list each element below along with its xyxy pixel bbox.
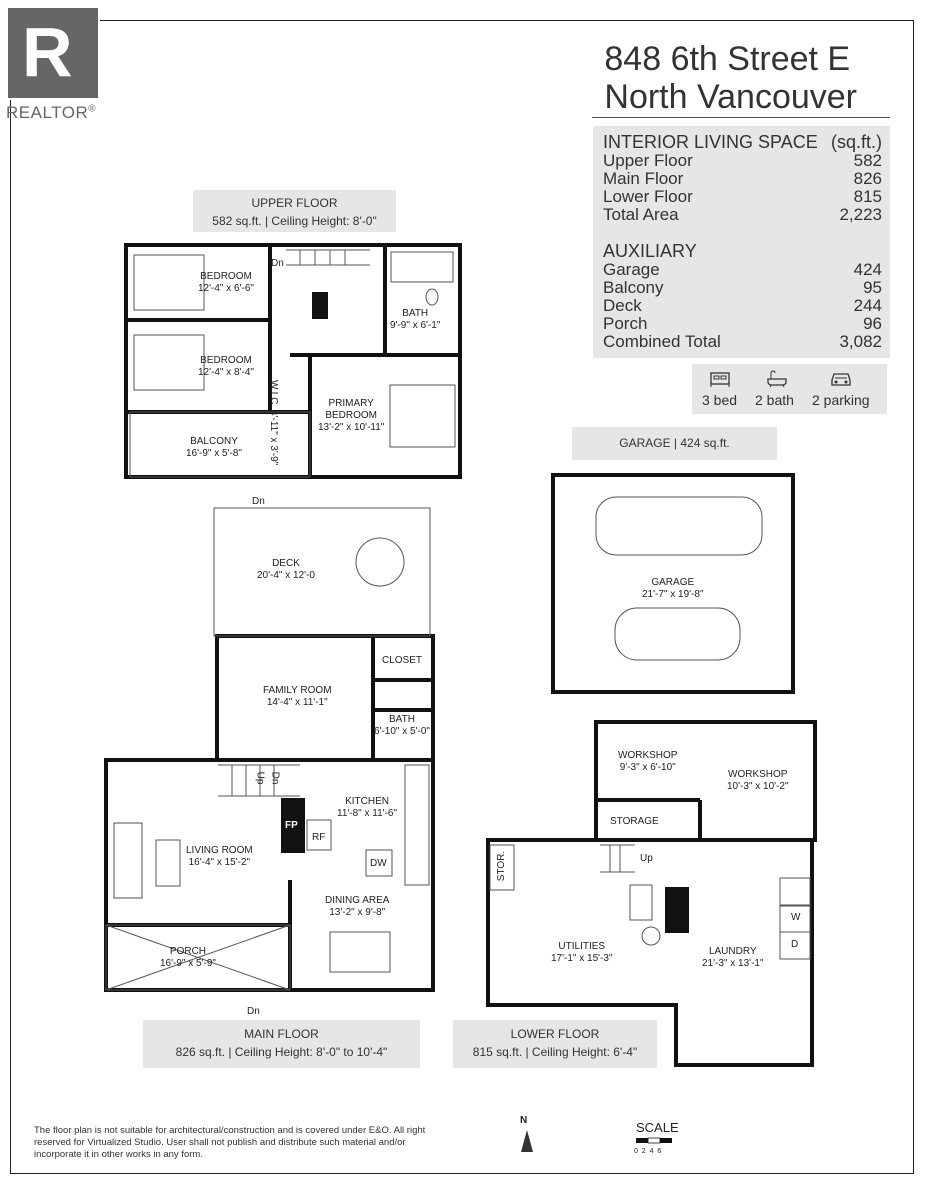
address-line2: North Vancouver — [604, 78, 857, 116]
area-row: Porch 96 — [603, 314, 882, 333]
area-row: Total Area 2,223 — [603, 205, 882, 224]
wic-label: W.I.C. 4'-11" x 3'-9" — [268, 380, 279, 466]
coffee-table-drawing — [156, 840, 180, 886]
family-room-label: FAMILY ROOM 14'-4" x 11'-1" — [263, 685, 332, 708]
car-drawing — [615, 608, 740, 660]
sink-box — [780, 878, 810, 906]
porch-label: PORCH 16'-9" x 5'-9" — [160, 946, 216, 969]
garage-label: GARAGE | 424 sq.ft. — [572, 427, 777, 460]
shower-drawing — [391, 252, 453, 282]
realtor-r-icon: R — [8, 8, 98, 98]
area-row: Combined Total 3,082 — [603, 332, 882, 351]
address-line1: 848 6th Street E — [604, 40, 851, 78]
realtor-logo-text: REALTOR — [6, 103, 89, 122]
dishwasher-label: DW — [370, 858, 387, 869]
upper-bath-label: BATH 9'-9" x 6'-1" — [390, 308, 441, 331]
disclaimer-text: The floor plan is not suitable for architectural/construction and is covered under E&O. All right reserved for Virtualized Studio. User shall not publish and distribute such material and/or incorporate it in other works in any form. — [34, 1125, 426, 1160]
balcony-label: BALCONY 16'-9" x 5'-8" — [186, 436, 242, 459]
area-row: Upper Floor 582 — [603, 151, 882, 170]
upper-stairs — [286, 250, 370, 265]
sofa-drawing — [114, 823, 142, 898]
upper-bedroom1-label: BEDROOM 12'-4" x 6'-6" — [198, 271, 254, 294]
main-bath-label: BATH 6'-10" x 5'-0" — [374, 714, 430, 737]
upper-floor-label: UPPER FLOOR 582 sq.ft. | Ceiling Height: 8'-0" — [193, 190, 396, 232]
dining-area-label: DINING AREA 13'-2" x 9'-8" — [325, 895, 390, 918]
area-row: Lower Floor 815 — [603, 187, 882, 206]
suv-drawing — [596, 497, 762, 555]
washer-label: W — [791, 912, 801, 923]
water-heater — [642, 927, 660, 945]
north-arrow-icon — [521, 1130, 533, 1152]
bed-drawing — [134, 335, 204, 390]
lower-stairs — [600, 845, 635, 872]
fireplace-label: FP — [285, 820, 298, 831]
baths-label: 2 bath — [755, 392, 794, 408]
living-room-label: LIVING ROOM 16'-4" x 15'-2" — [186, 845, 253, 868]
scale-ticks: 0 2 4 6 — [634, 1148, 662, 1155]
workshop1-label: WORKSHOP 9'-3" x 6'-10" — [618, 750, 678, 773]
stor-label: STOR. — [496, 850, 508, 882]
deck-outline — [214, 508, 430, 636]
bed-drawing — [390, 385, 455, 447]
kitchen-label: KITCHEN 11'-8" x 11'-6" — [337, 796, 398, 819]
scale-label: SCALE — [636, 1120, 679, 1135]
lower-floor-label: LOWER FLOOR 815 sq.ft. | Ceiling Height: 6'-4" — [453, 1020, 657, 1068]
lower-stair-up-label: Up — [640, 853, 653, 864]
laundry-label: LAUNDRY 21'-3" x 13'-1" — [702, 946, 764, 969]
fridge-label: RF — [312, 832, 326, 843]
upper-floor-outline — [126, 245, 460, 477]
area-row: Balcony 95 — [603, 278, 882, 297]
upper-stair-dn-label: Dn — [271, 258, 284, 269]
dining-table-drawing — [330, 932, 390, 972]
main-floor-outline — [106, 760, 433, 990]
bed-drawing — [134, 255, 204, 310]
closet-label: CLOSET — [382, 655, 423, 666]
area-row: Deck 244 — [603, 296, 882, 315]
deck-table — [356, 538, 404, 586]
main-stair-dn-label: Dn — [269, 771, 281, 785]
workshop2-label: WORKSHOP 10'-3" x 10'-2" — [727, 769, 789, 792]
storage-label: STORAGE — [610, 816, 659, 827]
porch-dn-label: Dn — [247, 1006, 260, 1017]
parking-label: 2 parking — [812, 392, 870, 408]
chimney-upper — [312, 292, 328, 319]
garage-room-label: GARAGE 21'-7" x 19'-8" — [642, 577, 704, 600]
deck-label: DECK 20'-4" x 12'-0 — [257, 558, 315, 581]
upper-bedroom2-label: BEDROOM 12'-4" x 8'-4" — [198, 355, 254, 378]
kitchen-counter — [405, 765, 429, 885]
primary-bedroom-label: PRIMARY BEDROOM 13'-2" x 10'-11" — [318, 398, 385, 433]
toilet-drawing — [426, 289, 438, 305]
furnace-box — [630, 885, 652, 920]
auxiliary-heading-row: AUXILIARY — [603, 241, 697, 261]
realtor-logo[interactable]: R REALTOR® — [0, 0, 100, 100]
utilities-label: UTILITIES 17'-1" x 15'-3" — [551, 941, 613, 964]
deck-dn-label: Dn — [252, 496, 265, 507]
north-label: N — [520, 1115, 528, 1126]
beds-label: 3 bed — [702, 392, 738, 408]
scale-bar — [636, 1138, 672, 1143]
main-stair-up-label: Up — [254, 771, 266, 785]
lower-chimney — [665, 887, 689, 933]
interior-heading-row: INTERIOR LIVING SPACE (sq.ft.) — [603, 132, 882, 152]
area-row: Main Floor 826 — [603, 169, 882, 188]
dryer-label: D — [791, 939, 799, 950]
area-row: Garage 424 — [603, 260, 882, 279]
main-floor-label: MAIN FLOOR 826 sq.ft. | Ceiling Height: 8'-0" to 10'-4" — [143, 1020, 420, 1068]
